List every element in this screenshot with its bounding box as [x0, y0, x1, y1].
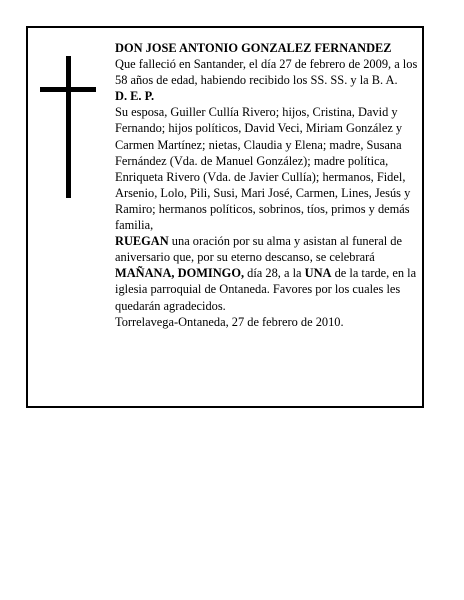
notice-text [115, 40, 425, 330]
family-list: Su esposa, Guiller Cullía Rivero; hijos, Cristina, David y Fernando; hijos políticos, David Veci, Miriam González y Carmen Martínez; nietas, Claudia y Elena; madre, Susana Fernández (Vda. de Manuel González); madre política, Enriqueta Rivero (Vda. de Javier Cullía); hermanos, Fidel, Arsenio, Lolo, Pili, Susi, Mari José, Carmen, Lines, Jesús y Ramiro; hermanos políticos, sobrinos, tíos, primos y demás familia, [115, 105, 411, 233]
cross-icon [40, 56, 96, 198]
funeral-date-text: día 28, a la [244, 266, 305, 281]
funeral-day: MAÑANA, DOMINGO, [115, 266, 245, 281]
place-date: Torrelavega-Ontaneda, 27 de febrero de 2010. [115, 314, 344, 329]
request-verb: RUEGAN [115, 234, 169, 249]
funeral-place-text: de la tarde, en la iglesia parroquial de Ontaneda. Favores por los cuales les quedarán agradecidos. [115, 266, 417, 313]
death-info: Que falleció en Santander, el día 27 de febrero de 2009, a los 58 años de edad, habiendo recibido los SS. SS. y la B. A. [115, 57, 418, 88]
rip-line: D. E. P. [115, 89, 155, 104]
funeral-hour: UNA [304, 266, 332, 281]
obituary-notice [26, 26, 424, 408]
request-text: una oración por su alma y asistan al funeral de aniversario que, por su eterno descanso, se celebrará [115, 234, 402, 265]
cross-vertical-bar [66, 56, 71, 198]
cross-horizontal-bar [40, 87, 96, 92]
deceased-name: DON JOSE ANTONIO GONZALEZ FERNANDEZ [115, 41, 392, 55]
funeral-request [115, 233, 425, 313]
